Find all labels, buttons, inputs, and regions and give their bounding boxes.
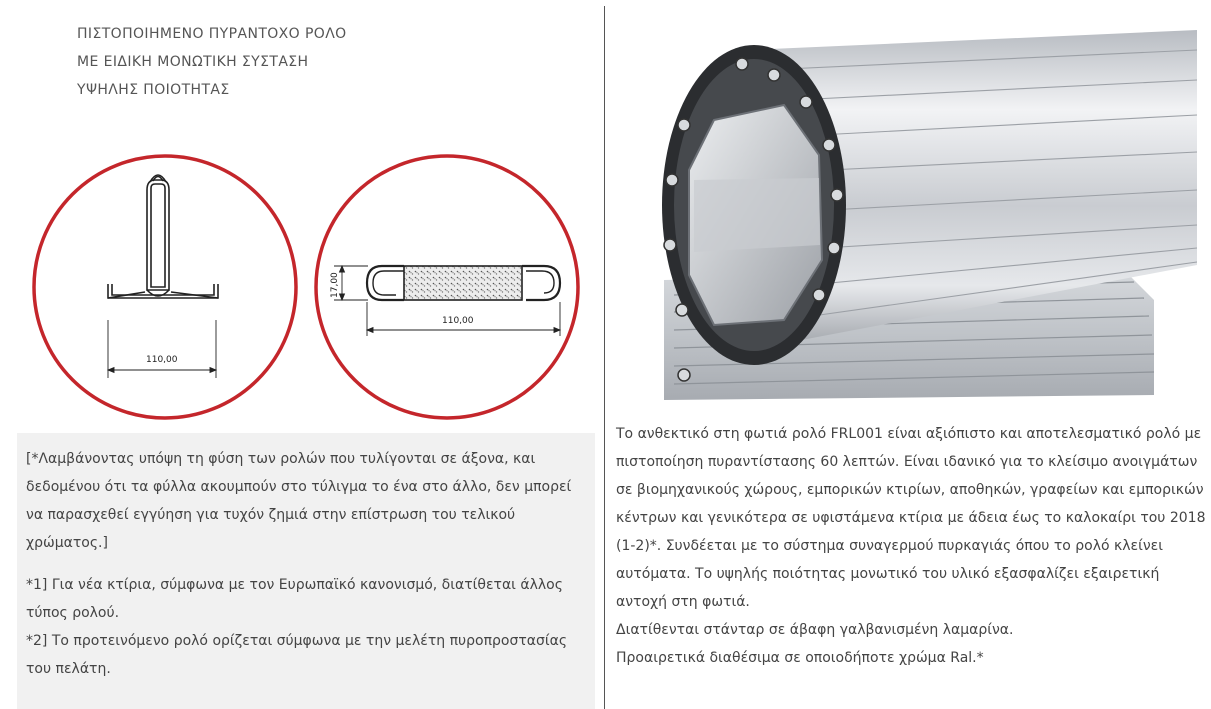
description-ral: Προαιρετικά διαθέσιμα σε οποιοδήποτε χρώμα Ral.*	[616, 650, 984, 666]
title-line-2: ΜΕ ΕΙΔΙΚΗ ΜΟΝΩΤΙΚΗ ΣΥΣΤΑΣΗ	[77, 54, 309, 70]
title-line-1: ΠΙΣΤΟΠΟΙΗΜΕΝΟ ΠΥΡΑΝΤΟΧΟ ΡΟΛΟ	[77, 26, 347, 42]
profile-diagram-vertical	[30, 150, 300, 425]
left-width-label: 110,00	[146, 355, 178, 365]
right-width-label: 110,00	[442, 316, 474, 326]
note-spacer	[26, 557, 585, 571]
product-title	[77, 20, 577, 104]
note-footnote-2: *2] Το προτεινόμενο ρολό ορίζεται σύμφωνα με την μελέτη πυροπροστασίας του πελάτη.	[26, 633, 568, 677]
rolled-shutter-illustration	[654, 20, 1197, 400]
title-line-3: ΥΨΗΛΗΣ ΠΟΙΟΤΗΤΑΣ	[77, 82, 230, 98]
profile-drawing-vertical	[30, 150, 300, 425]
profile-drawing-horizontal	[312, 150, 582, 425]
column-divider	[604, 6, 605, 709]
description-main: Το ανθεκτικό στη φωτιά ρολό FRL001 είναι αξιόπιστο και αποτελεσματικό ρολό με πιστοποίηση πυραντίστασης 60 λεπτών. Είναι ιδανικό για το κλείσιμο ανοιγμάτων σε βιομηχανικούς χώρους, εμπορικών κτιρίων, αποθηκών, γραφείων και εμπορικών κέντρων και γενικότερα σε υφιστάμενα κτίρια με άδεια έως το καλοκαίρι του 2018 (1-2)*. Συνδέεται με το σύστημα συναγερμού πυρκαγιάς όπου το ρολό κλείνει αυτόματα. Το υψηλής ποιότητας μονωτικό του υλικό εξασφαλίζει εξαιρετική αντοχή στη φωτιά.	[616, 426, 1206, 610]
profile-diagram-horizontal	[312, 150, 582, 425]
note-warranty: [*Λαμβάνοντας υπόψη τη φύση των ρολών που τυλίγονται σε άξονα, και δεδομένου ότι τα φύλλα ακουμπούν στο τύλιγμα το ένα στο άλλο, δεν μπορεί να παρασχεθεί εγγύηση για τυχόν ζημιά στην επίστρωση του τελικού χρώματος.]	[26, 451, 572, 551]
notes-box	[17, 433, 595, 709]
right-height-label: 17,00	[330, 272, 340, 298]
product-image	[654, 20, 1197, 400]
product-description	[616, 420, 1206, 672]
note-footnote-1: *1] Για νέα κτίρια, σύμφωνα με τον Ευρωπαϊκό κανονισμό, διατίθεται άλλος τύπος ρολού.	[26, 577, 563, 621]
description-finish: Διατίθενται στάνταρ σε άβαφη γαλβανισμένη λαμαρίνα.	[616, 622, 1014, 638]
